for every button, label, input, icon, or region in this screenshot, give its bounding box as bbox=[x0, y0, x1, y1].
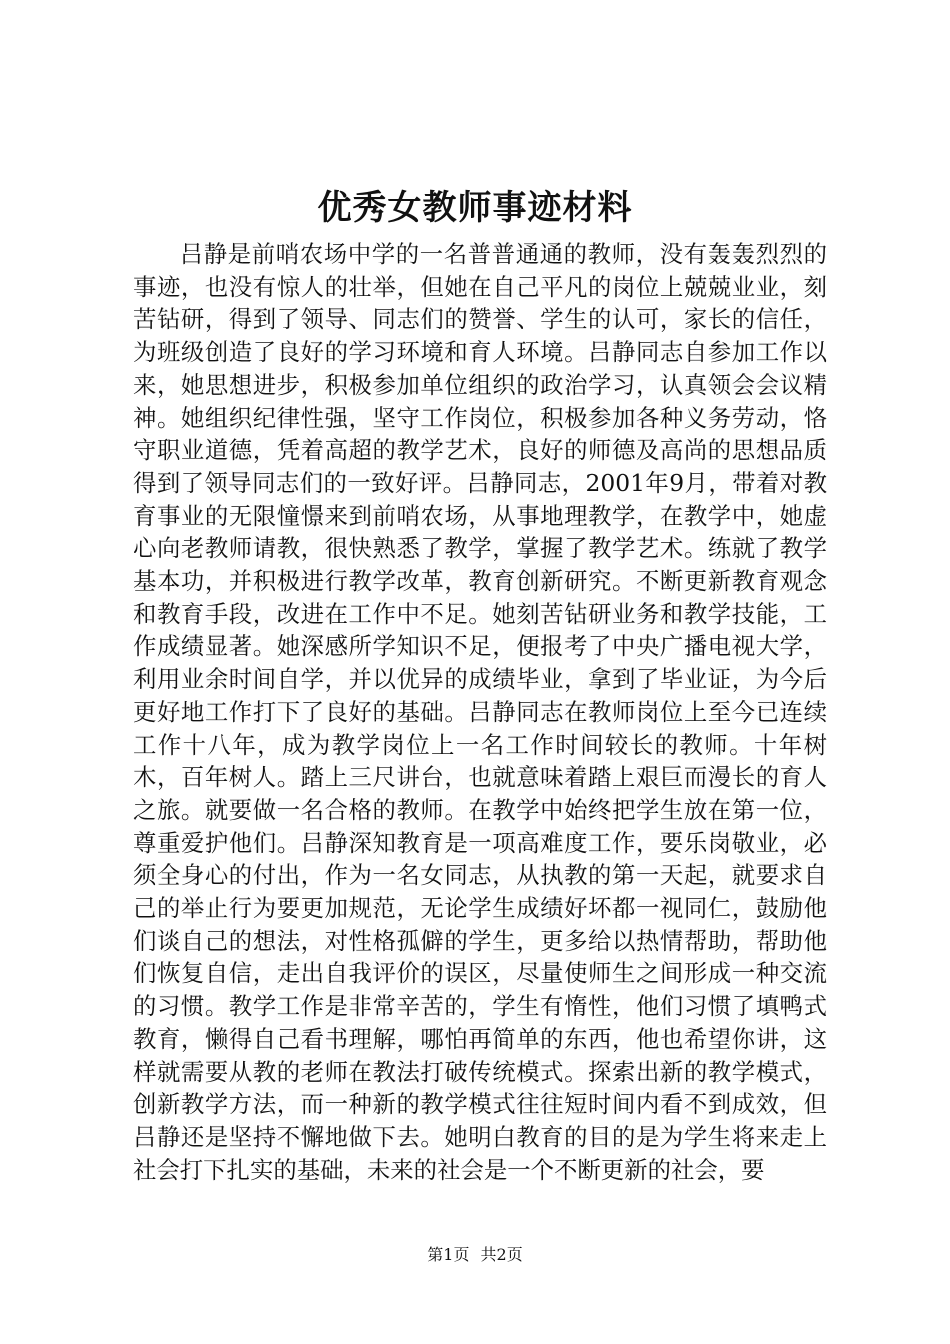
document-body: 吕静是前哨农场中学的一名普普通通的教师，没有轰轰烈烈的事迹，也没有惊人的壮举，但她在自己平凡的岗位上兢兢业业，刻苦钻研，得到了领导、同志们的赞誉、学生的认可，家长的信任，为班级创造了良好的学习环境和育人环境。吕静同志自参加工作以来，她思想进步，积极参加单位组织的政治学习，认真领会会议精神。她组织纪律性强，坚守工作岗位，积极参加各种义务劳动，恪守职业道德，凭着高超的教学艺术，良好的师德及高尚的思想品质得到了领导同志们的一致好评。吕静同志，2001年9月，带着对教育事业的无限憧憬来到前哨农场，从事地理教学，在教学中，她虚心向老教师请教，很快熟悉了教学，掌握了教学艺术。练就了教学基本功，并积极进行教学改革，教育创新研究。不断更新教育观念和教育手段，改进在工作中不足。她刻苦钻研业务和教学技能，工作成绩显著。她深感所学知识不足，便报考了中央广播电视大学，利用业余时间自学，并以优异的成绩毕业，拿到了毕业证，为今后更好地工作打下了良好的基础。吕静同志在教师岗位上至今已连续工作十八年，成为教学岗位上一名工作时间较长的教师。十年树木，百年树人。踏上三尺讲台，也就意味着踏上艰巨而漫长的育人之旅。就要做一名合格的教师。在教学中始终把学生放在第一位，尊重爱护他们。吕静深知教育是一项高难度工作，要乐岗敬业，必须全身心的付出，作为一名女同志，从执教的第一天起，就要求自己的举止行为要更加规范，无论学生成绩好坏都一视同仁，鼓励他们谈自己的想法，对性格孤僻的学生，更多给以热情帮助，帮助他们恢复自信，走出自我评价的误区，尽量使师生之间形成一种交流的习惯。教学工作是非常辛苦的，学生有惰性，他们习惯了填鸭式教育，懒得自己看书理解，哪怕再简单的东西，他也希望你讲，这样就需要从教的老师在教法打破传统模式。探索出新的教学模式，创新教学方法，而一种新的教学模式往往短时间内看不到成效，但吕静还是坚持不懈地做下去。她明白教育的目的是为学生将来走上社会打下扎实的基础，未来的社会是一个不断更新的社会，要 bbox=[133, 240, 827, 1184]
page-footer bbox=[0, 1243, 950, 1267]
page-number: 第1页 bbox=[427, 1245, 470, 1264]
page-total: 共2页 bbox=[480, 1245, 523, 1264]
document-title: 优秀女教师事迹材料 bbox=[317, 188, 633, 228]
